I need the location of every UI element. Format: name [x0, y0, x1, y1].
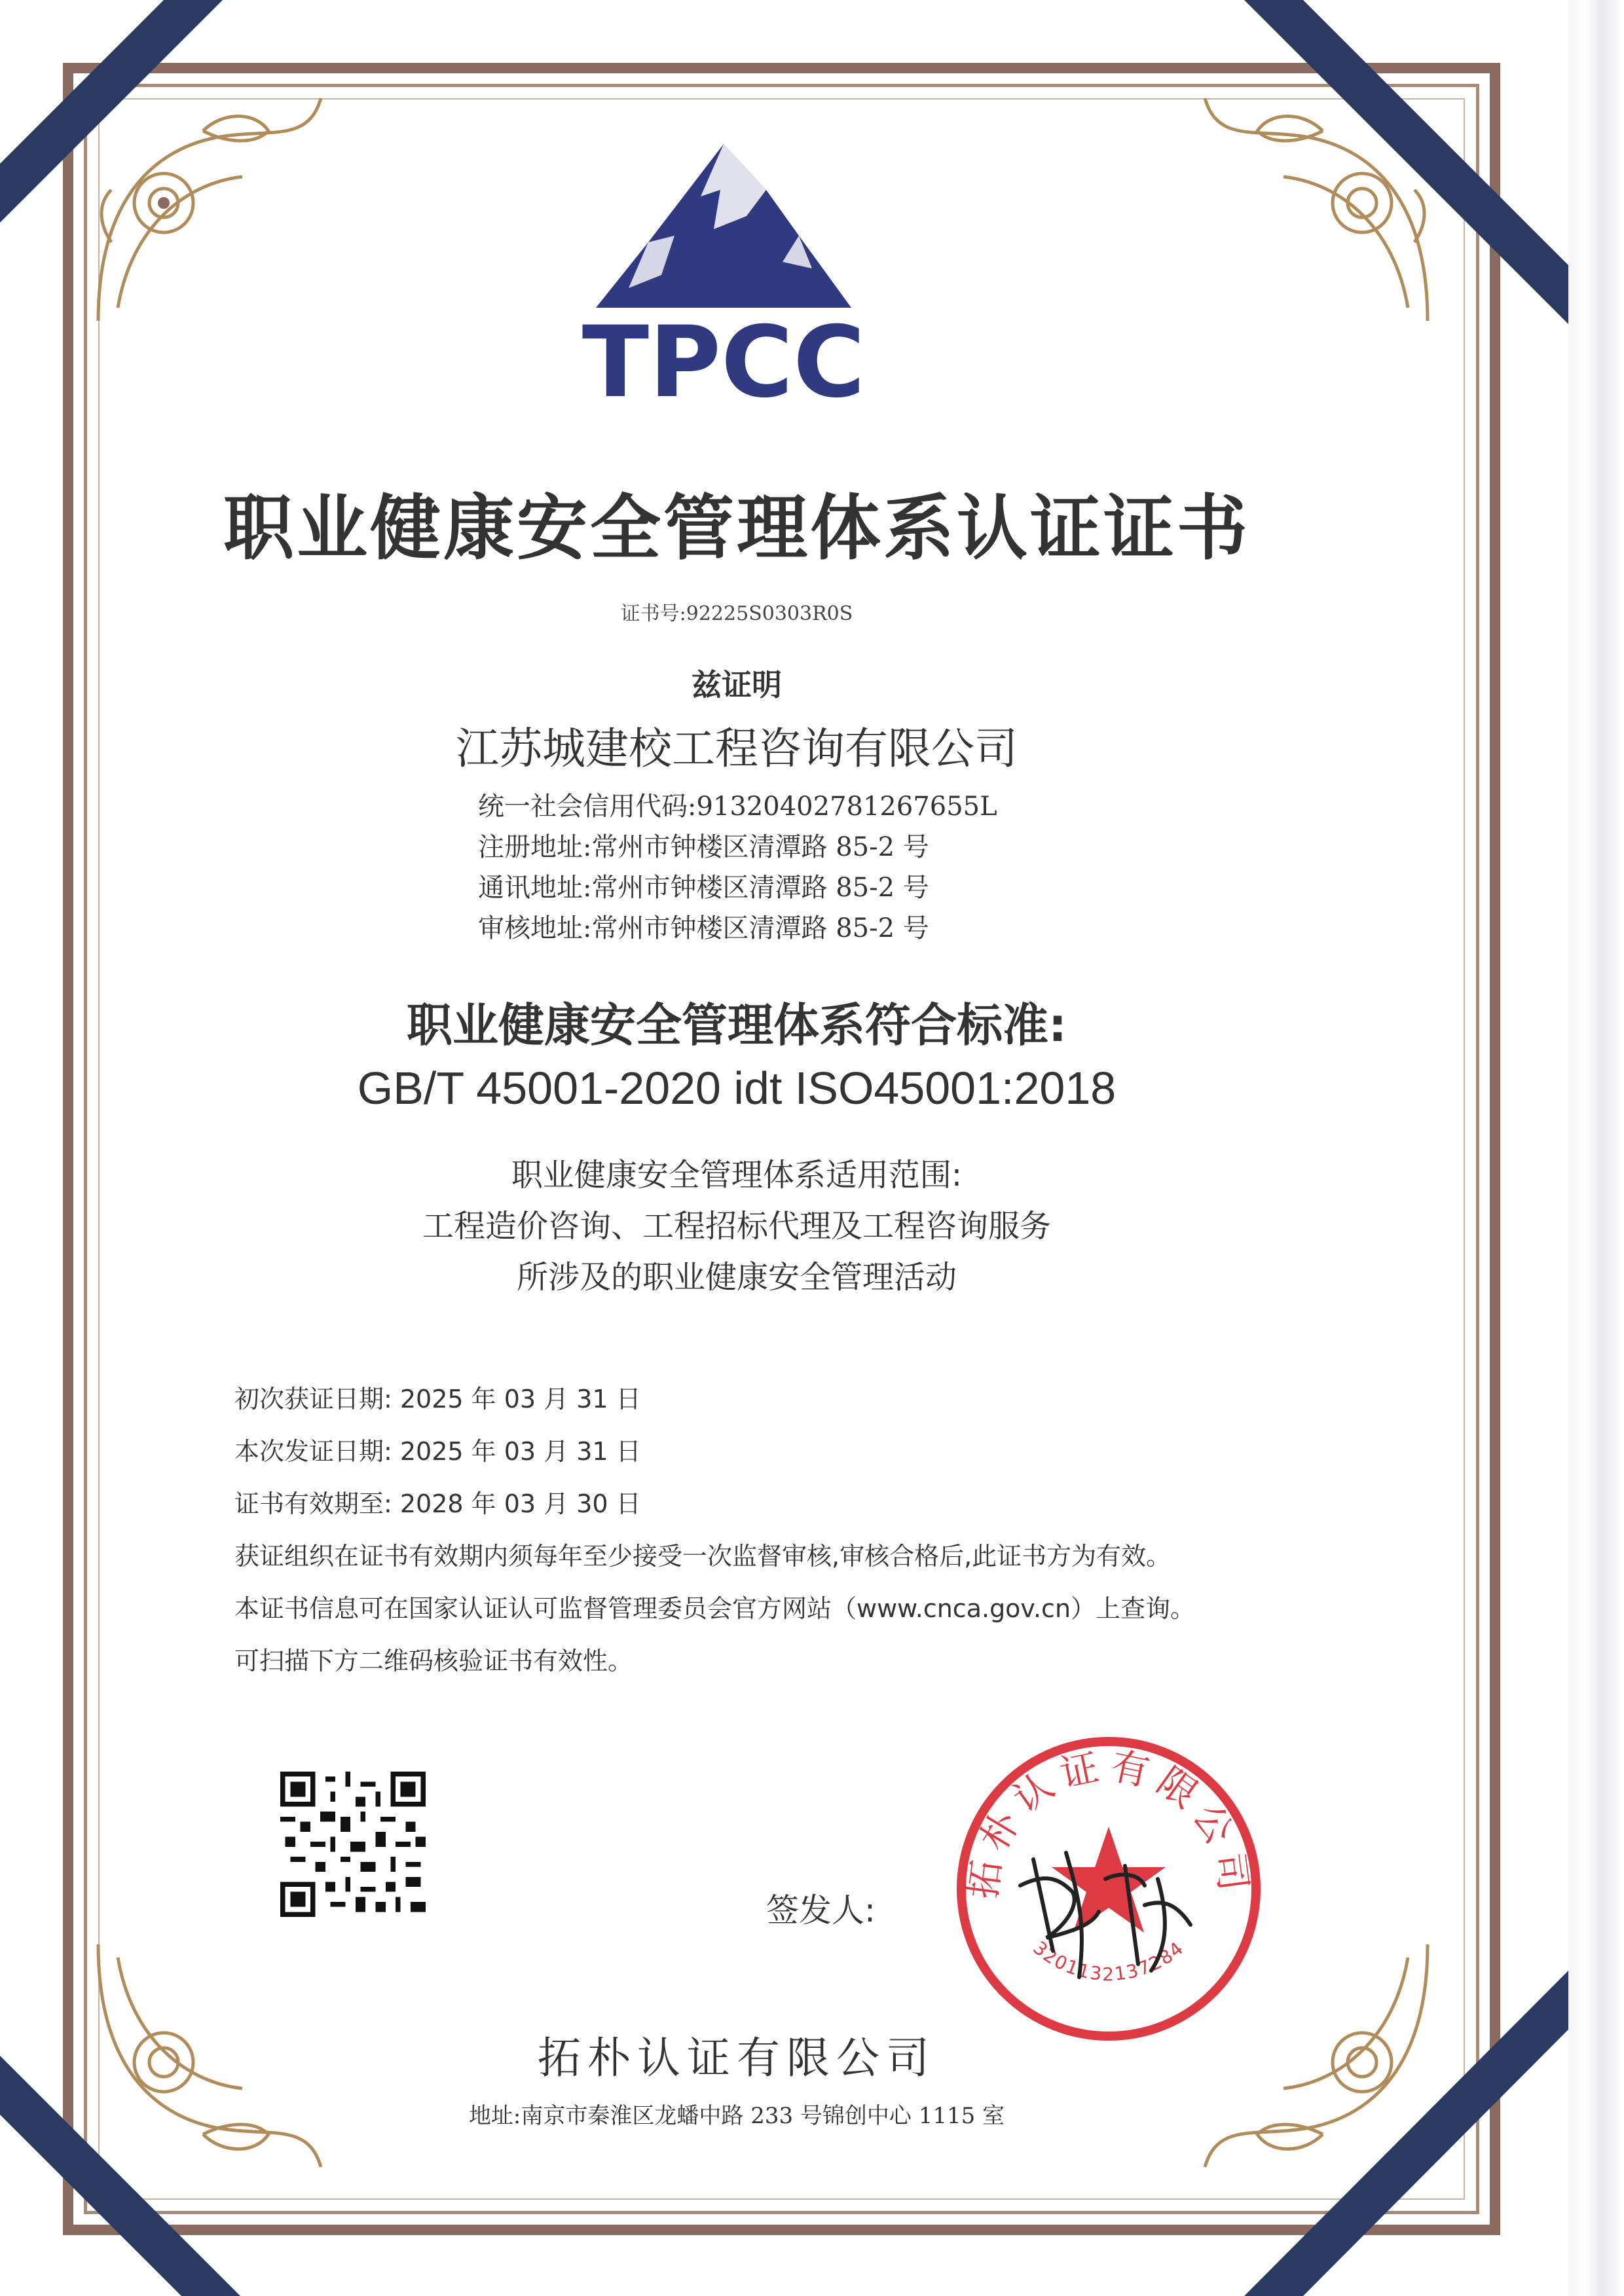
- contact-address: 通讯地址:常州市钟楼区清潭路 85-2 号: [478, 873, 929, 903]
- credit-code: 统一社会信用代码:91320402781267655L: [478, 792, 997, 822]
- first-issue-date: 初次获证日期: 2025 年 03 月 31 日: [234, 1385, 641, 1413]
- standard-title: 职业健康安全管理体系符合标准:: [407, 998, 1067, 1052]
- company-seal: [948, 1728, 1269, 2049]
- audit-address: 审核地址:常州市钟楼区清潭路 85-2 号: [478, 913, 929, 943]
- issuer-address: 地址:南京市秦淮区龙蟠中路 233 号锦创中心 1115 室: [468, 2103, 1005, 2129]
- certificate-number: 证书号:92225S0303R0S: [620, 602, 853, 625]
- note-line-1: 获证组织在证书有效期内须每年至少接受一次监督审核,审核合格后,此证书方为有效。: [234, 1542, 1172, 1571]
- seal-text: 拓朴认证有限公司: [960, 1743, 1257, 1901]
- logo-text: TPCC: [581, 306, 866, 412]
- certificate-title: 职业健康安全管理体系认证证书: [223, 488, 1250, 570]
- seal-number: 3201132137284: [1029, 1937, 1189, 1985]
- tpcc-logo: [550, 137, 897, 412]
- valid-until-date: 证书有效期至: 2028 年 03 月 30 日: [234, 1489, 641, 1518]
- signer-label: 签发人:: [766, 1891, 876, 1929]
- registered-address: 注册地址:常州市钟楼区清潭路 85-2 号: [478, 832, 929, 862]
- scope-line-1: 工程造价咨询、工程招标代理及工程咨询服务: [422, 1208, 1051, 1245]
- note-line-2: 本证书信息可在国家认证认可监督管理委员会官方网站（www.cnca.gov.cn）上查询。: [234, 1594, 1196, 1623]
- qr-code[interactable]: [280, 1772, 426, 1917]
- standard-code: GB/T 45001-2020 idt ISO45001:2018: [357, 1063, 1116, 1114]
- hereby-label: 兹证明: [692, 667, 782, 702]
- scope-title: 职业健康安全管理体系适用范围:: [511, 1157, 963, 1194]
- scope-line-2: 所涉及的职业健康安全管理活动: [516, 1259, 957, 1296]
- company-name: 江苏城建校工程咨询有限公司: [456, 723, 1018, 774]
- note-line-3: 可扫描下方二维码核验证书有效性。: [234, 1647, 633, 1675]
- current-issue-date: 本次发证日期: 2025 年 03 月 31 日: [234, 1437, 641, 1466]
- issuer-name: 拓朴认证有限公司: [538, 2033, 936, 2083]
